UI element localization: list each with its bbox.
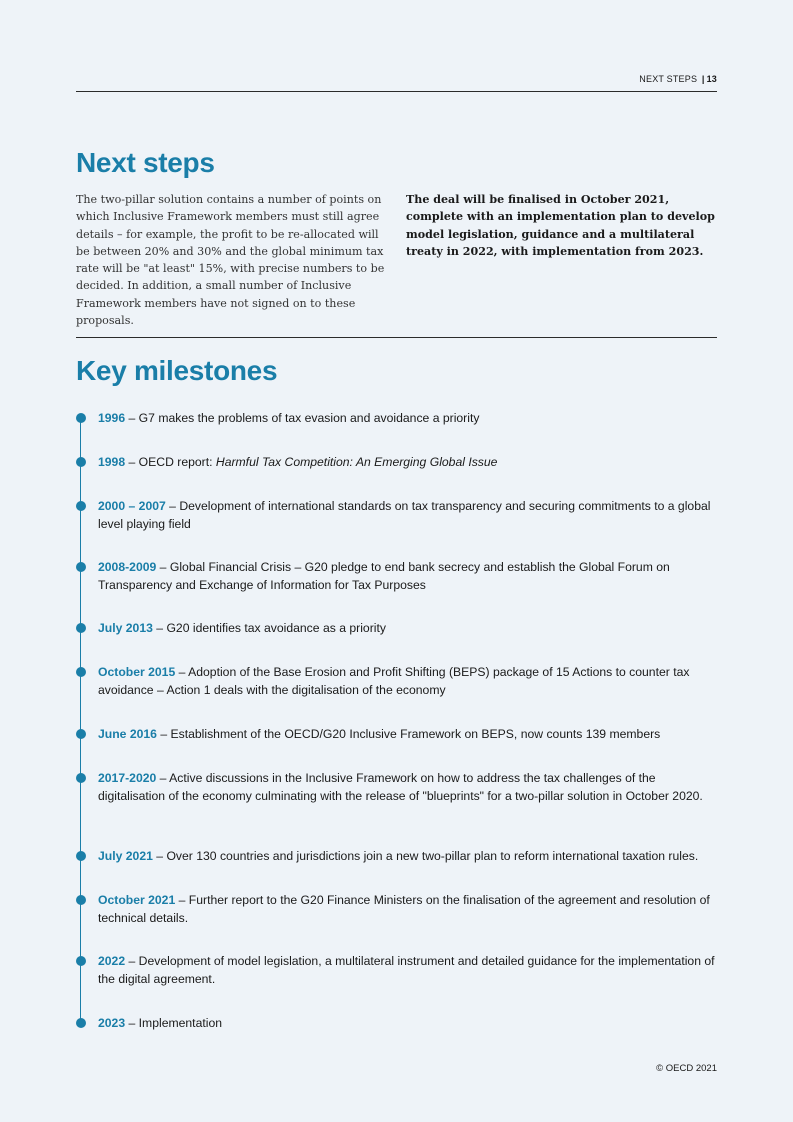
milestone-description: – Global Financial Crisis – G20 pledge to end bank secrecy and establish the Global Forum on Transparency and Exchange of Information for Tax Purposes bbox=[98, 560, 670, 592]
milestone-date: July 2021 bbox=[98, 849, 153, 863]
page-number: 13 bbox=[706, 74, 717, 84]
timeline-dot-icon bbox=[76, 562, 86, 572]
milestone-description: – Development of model legislation, a multilateral instrument and detailed guidance for the implementation of the digital agreement. bbox=[98, 954, 715, 986]
header-section: NEXT STEPS bbox=[639, 74, 698, 84]
section-divider bbox=[76, 337, 717, 338]
milestone-description: – Adoption of the Base Erosion and Profit Shifting (BEPS) package of 15 Actions to counter tax avoidance – Action 1 deals with the digitalisation of the economy bbox=[98, 665, 690, 697]
timeline-dot-icon bbox=[76, 457, 86, 467]
next-steps-highlight: The deal will be finalised in October 2021, complete with an implementation plan to develop model legislation, guidance and a multilateral treaty in 2022, with implementation from 2023. bbox=[406, 193, 715, 258]
copyright-footer: © OECD 2021 bbox=[656, 1063, 717, 1074]
milestone-date: 1996 bbox=[98, 411, 126, 425]
milestone-text bbox=[98, 848, 723, 866]
timeline-dot-icon bbox=[76, 501, 86, 511]
timeline-dot-icon bbox=[76, 1018, 86, 1028]
milestone-description: – Over 130 countries and jurisdictions join a new two-pillar plan to reform international taxation rules. bbox=[152, 849, 699, 863]
milestone-date: 1998 bbox=[98, 455, 126, 469]
timeline-dot-icon bbox=[76, 851, 86, 861]
timeline-dot-icon bbox=[76, 623, 86, 633]
milestone-date: 2000 – 2007 bbox=[98, 499, 166, 513]
milestone-description: – Further report to the G20 Finance Ministers on the finalisation of the agreement and resolution of technical details. bbox=[98, 893, 710, 925]
timeline-dot-icon bbox=[76, 773, 86, 783]
milestone-text bbox=[98, 559, 723, 594]
milestone-date: 2022 bbox=[98, 954, 126, 968]
timeline-dot-icon bbox=[76, 413, 86, 423]
milestone-description: – G20 identifies tax avoidance as a priority bbox=[152, 621, 386, 635]
milestone-date: July 2013 bbox=[98, 621, 153, 635]
timeline-dot-icon bbox=[76, 729, 86, 739]
milestones-timeline bbox=[76, 400, 726, 1040]
milestone-text bbox=[98, 953, 723, 988]
milestone-description: – Implementation bbox=[125, 1016, 223, 1030]
milestone-date: 2008-2009 bbox=[98, 560, 157, 574]
milestone-description: – G7 makes the problems of tax evasion and avoidance a priority bbox=[125, 411, 480, 425]
timeline-dot-icon bbox=[76, 667, 86, 677]
milestone-report-title: Harmful Tax Competition: An Emerging Global Issue bbox=[215, 455, 498, 469]
milestone-date: October 2015 bbox=[98, 665, 176, 679]
milestone-text bbox=[98, 770, 723, 805]
next-steps-body: The two-pillar solution contains a number of points on which Inclusive Framework members must still agree details – for example, the profit to be re-allocated will be between 20% and 30% and the global minimum tax rate will be "at least" 15%, with precise numbers to be decided. In addition, a small number of Inclusive Framework members have not signed on to these proposals. bbox=[76, 193, 385, 328]
milestone-date: June 2016 bbox=[98, 727, 157, 741]
milestone-date: 2023 bbox=[98, 1016, 126, 1030]
milestone-description: – Establishment of the OECD/G20 Inclusive Framework on BEPS, now counts 139 members bbox=[156, 727, 661, 741]
milestone-text bbox=[98, 620, 723, 638]
key-milestones-title: Key milestones bbox=[76, 355, 278, 386]
running-header bbox=[76, 74, 717, 92]
timeline-dot-icon bbox=[76, 956, 86, 966]
milestone-text bbox=[98, 1015, 723, 1033]
milestone-description: – OECD report: bbox=[125, 455, 216, 469]
milestone-text bbox=[98, 892, 723, 927]
timeline-dot-icon bbox=[76, 895, 86, 905]
milestone-description: – Development of international standards on tax transparency and securing commitments to a global level playing field bbox=[98, 499, 711, 531]
milestone-text bbox=[98, 498, 723, 533]
milestone-date: October 2021 bbox=[98, 893, 176, 907]
milestone-date: 2017-2020 bbox=[98, 771, 157, 785]
milestone-text bbox=[98, 410, 723, 428]
next-steps-title: Next steps bbox=[76, 147, 215, 178]
milestone-text bbox=[98, 664, 723, 699]
header-separator: | bbox=[701, 74, 705, 84]
milestone-description: – Active discussions in the Inclusive Framework on how to address the tax challenges of the digitalisation of the economy culminating with the release of "blueprints" for a two-pillar solution in October 2020. bbox=[98, 771, 703, 803]
milestone-text bbox=[98, 454, 723, 472]
milestone-text bbox=[98, 726, 723, 744]
